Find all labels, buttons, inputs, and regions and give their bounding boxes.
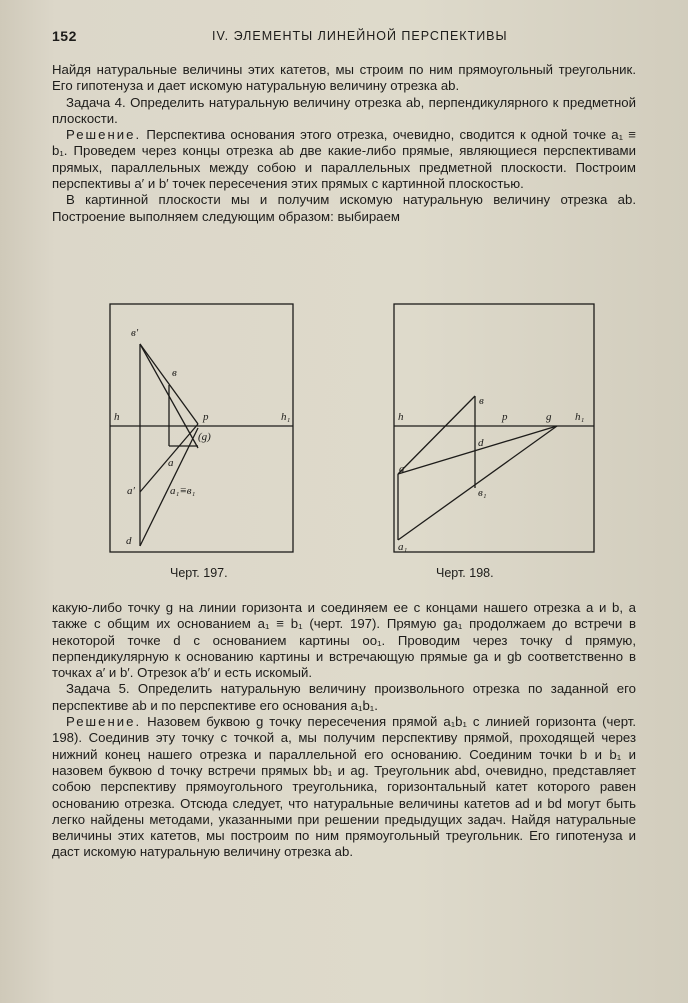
- fig198-frame: [394, 304, 594, 552]
- solution-text: Назовем буквою g точку пересечения прямой a₁b₁ с линией горизонта (черт. 198). Соединив эту точку с точкой a, мы получим перспективу прямой, проходящей через нижний конец нашего отрезка и параллельной его основанию. Соединим точки b и b₁ и назовем буквою d точку встречи прямых bb₁ и ag. Треугольник abd, очевидно, представляет собою перспективу прямоугольного треугольника, горизонтальный катет которого равен основанию отрезка. Отсюда следует, что натуральные величины катетов ad и bd могут быть легко найдены методами, указанными при решении предыдущих задач. Найдя натуральные величины этих катетов, мы построим по ним прямоугольный треугольник. Его гипотенуза и даст искомую натуральную величину отрезка ab.: [52, 714, 636, 860]
- paragraph: В картинной плоскости мы и получим искомую натуральную величину отрезка ab. Построение выполняем следующим образом: выбираем: [52, 192, 636, 224]
- fig197-label: d: [126, 535, 132, 547]
- figure-198-caption: Черт. 198.: [436, 566, 494, 580]
- fig198-label: в: [479, 395, 484, 407]
- solution-lead: Решение.: [66, 714, 142, 730]
- fig198-label: a: [399, 463, 405, 475]
- figure-197-198-drawing: [0, 296, 688, 596]
- fig198-label: d: [478, 437, 484, 449]
- fig197-frame: [110, 304, 293, 552]
- task-4-solution: [52, 127, 636, 192]
- fig198-label: g: [546, 411, 552, 423]
- figure-197-caption: Черт. 197.: [170, 566, 228, 580]
- fig197-label: a₁≡в₁: [170, 485, 196, 497]
- figures-area: [0, 296, 688, 596]
- fig197-label: в: [172, 367, 177, 379]
- fig197-label: a′: [127, 485, 135, 497]
- fig197-label: p: [203, 411, 209, 423]
- task-5-solution: [52, 714, 636, 861]
- task-5-statement: Задача 5. Определить натуральную величину произвольного отрезка по заданной его перспективе ab и по перспективе его основания a₁b₁.: [52, 681, 636, 713]
- fig198-label: h: [398, 411, 404, 423]
- fig198-label: в₁: [478, 487, 487, 499]
- fig198-label: a₁: [398, 541, 408, 553]
- fig197-label: a: [168, 457, 174, 469]
- fig198-label: h₁: [575, 411, 585, 423]
- bottom-text-block: [52, 600, 636, 861]
- solution-lead: Решение.: [66, 127, 142, 143]
- paragraph: какую-либо точку g на линии горизонта и соединяем ее с концами нашего отрезка a и b, а также с общим их основанием a₁ ≡ b₁ (черт. 197). Прямую ga₁ продолжаем до встречи в некоторой точке d с основанием картины oo₁. Проводим через точку d прямую, перпендикулярную к основанию картины и встречающую прямые ga и gb соответственно в точках a′ и b′. Отрезок a′b′ и есть искомый.: [52, 600, 636, 681]
- fig197-label: h: [114, 411, 120, 423]
- task-4-statement: Задача 4. Определить натуральную величину отрезка ab, перпендикулярного к предметной плоскости.: [52, 94, 636, 126]
- page-header: [52, 28, 636, 48]
- fig198-label: p: [502, 411, 508, 423]
- solution-text: Перспектива основания этого отрезка, очевидно, сводится к одной точке a₁ ≡ b₁. Проведем через концы отрезка ab две какие-либо прямые, являющиеся перспективами прямых, параллельных между собою и параллельных предметной плоскости. Построим перспективы a′ и b′ точек пересечения этих прямых с картинной плоскостью.: [52, 127, 636, 192]
- fig197-label: h₁: [281, 411, 291, 423]
- top-text-block: [52, 62, 636, 225]
- fig197-label: (g): [198, 431, 211, 443]
- running-title: IV. ЭЛЕМЕНТЫ ЛИНЕЙНОЙ ПЕРСПЕКТИВЫ: [212, 29, 508, 43]
- fig197-label: в′: [131, 327, 139, 339]
- paragraph: Найдя натуральные величины этих катетов, мы строим по ним прямоугольный треугольник. Его гипотенуза и дает искомую натуральную величину отрезка ab.: [52, 62, 636, 94]
- page-number: 152: [52, 28, 77, 44]
